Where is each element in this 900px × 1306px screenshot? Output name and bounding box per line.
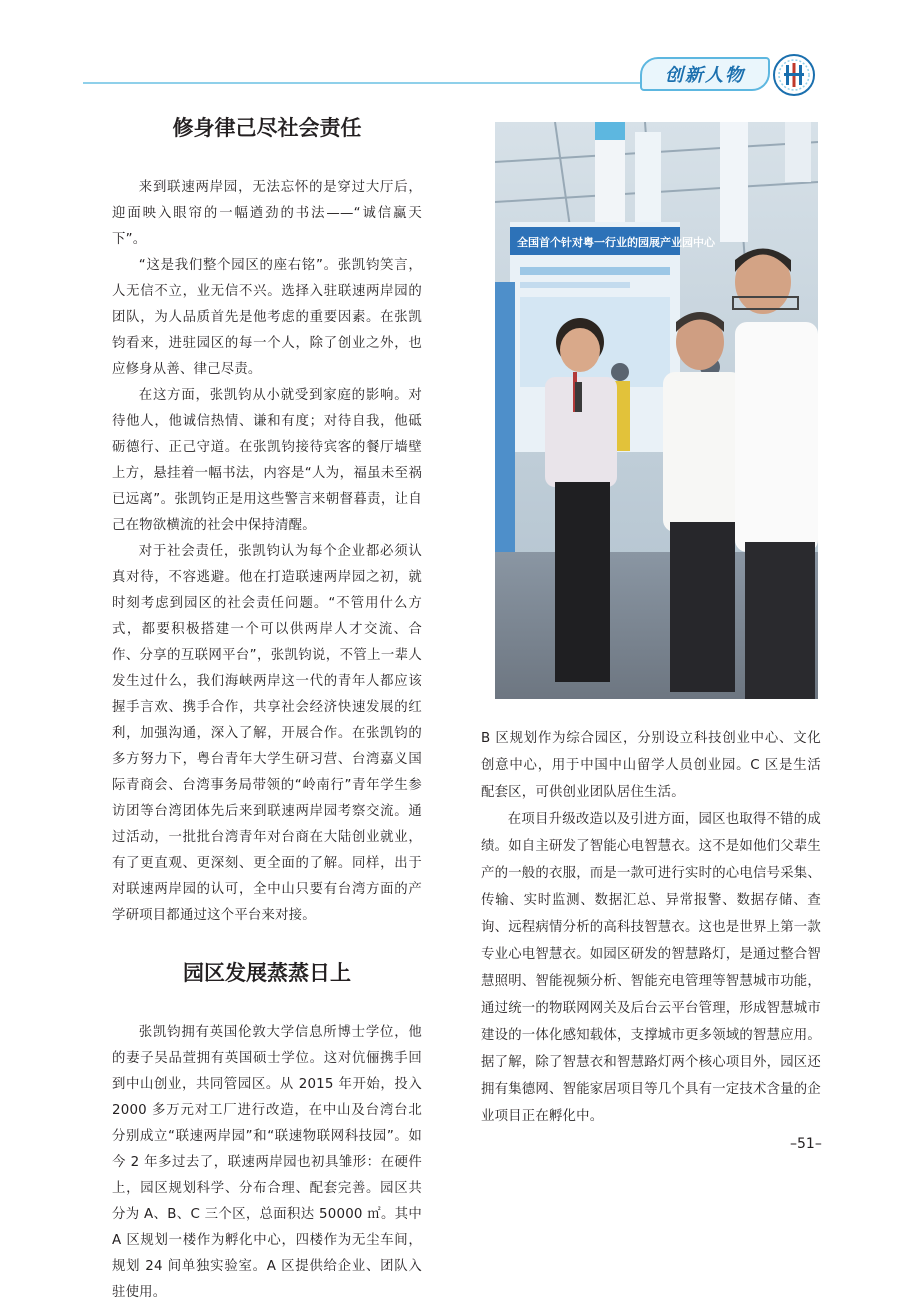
left-column: [112, 112, 422, 1306]
section-label-badge: [640, 57, 770, 91]
section-title-2: 园区发展蒸蒸日上: [183, 961, 351, 985]
paragraph: 对于社会责任，张凯钧认为每个企业都必须认真对待，不容逃避。他在打造联速两岸园之初，就时刻考虑到园区的社会责任问题。“不管用什么方式，都要积极搭建一个可以供两岸人才交流、合作、分享的互联网平台”，张凯钧说，不管上一辈人发生过什么，我们海峡两岸这一代的青年人都应该握手言欢、携手合作，共享社会经济快速发展的红利，加强沟通，深入了解，开展合作。在张凯钧的多方努力下，粤台青年大学生研习营、台湾嘉义国际青商会、台湾事务局带领的“岭南行”青年学生参访团等台湾团体先后来到联速两岸园考察交流。通过活动，一批批台湾青年对台商在大陆创业就业，有了更直观、更深刻、更全面的了解。同样，出于对联速两岸园的认可，全中山只要有台湾方面的产学研项目都通过这个平台来对接。: [112, 544, 422, 923]
paragraph-continued: B 区规划作为综合园区，分别设立科技创业中心、文化创意中心，用于中国中山留学人员创业园。C 区是生活配套区，可供创业团队居住生活。: [481, 731, 821, 800]
magazine-logo-icon: [772, 53, 816, 97]
right-column: [481, 725, 821, 1130]
paragraph: “这是我们整个园区的座右铭”。张凯钧笑言，人无信不立，业无信不兴。选择入驻联速两岸园的团队，为人品质首先是他考虑的重要因素。在张凯钧看来，进驻园区的每一个人，除了创业之外，也应修身从善、律己尽责。: [112, 258, 422, 377]
page-number: –51–: [790, 1136, 822, 1152]
paragraph: 在项目升级改造以及引进方面，园区也取得不错的成绩。如自主研发了智能心电智慧衣。这不是如他们父辈生产的一般的衣服，而是一款可进行实时的心电信号采集、传输、实时监测、数据汇总、异常报警、数据存储、查询、远程病情分析的高科技智慧衣。这也是世界上第一款专业心电智慧衣。如园区研发的智慧路灯，是通过整合智慧照明、智能视频分析、智能充电管理等智慧城市功能，通过统一的物联网网关及后台云平台管理，形成智慧城市建设的一体化感知载体，支撑城市更多领域的智慧应用。据了解，除了智慧衣和智慧路灯两个核心项目外，园区还拥有集德网、智能家居项目等几个具有一定技术含量的企业项目正在孵化中。: [481, 812, 821, 1124]
photo-banner-text: 全国首个针对粤一行业的园展产业园中心: [517, 236, 715, 249]
section-title-1: 修身律己尽社会责任: [172, 116, 362, 140]
paragraph: 在这方面，张凯钧从小就受到家庭的影响。对待他人，他诚信热情、谦和有度；对待自我，他砥砺德行、正己守道。在张凯钧接待宾客的餐厅墙壁上方，悬挂着一幅书法，内容是“人为，福虽未至祸已远离”。张凯钧正是用这些警言来朝督暮责，让自己在物欲横流的社会中保持清醒。: [112, 388, 422, 533]
photo-exhibition-scene-icon: [495, 122, 818, 699]
exhibition-photo: [495, 122, 818, 699]
section-label: 创新人物: [665, 65, 745, 86]
paragraph: 来到联速两岸园，无法忘怀的是穿过大厅后，迎面映入眼帘的一幅遒劲的书法——“诚信赢天下”。: [112, 180, 422, 247]
header-divider-line: [83, 82, 643, 84]
paragraph: 张凯钧拥有英国伦敦大学信息所博士学位，他的妻子吴品萱拥有英国硕士学位。这对伉俪携手回到中山创业，共同管园区。从 2015 年开始，投入 2000 多万元对工厂进行改造，在中山及台湾台北分别成立“联速两岸园”和“联速物联网科技园”。如今 2 年多过去了，联速两岸园也初具雏形：在硬件上，园区规划科学、分布合理、配套完善。园区共分为 A、B、C 三个区，总面积达 50000 ㎡。其中 A 区规划一楼作为孵化中心，四楼作为无尘车间，规划 24 间单独实验室。A 区提供给企业、团队入驻使用。: [112, 1025, 422, 1300]
